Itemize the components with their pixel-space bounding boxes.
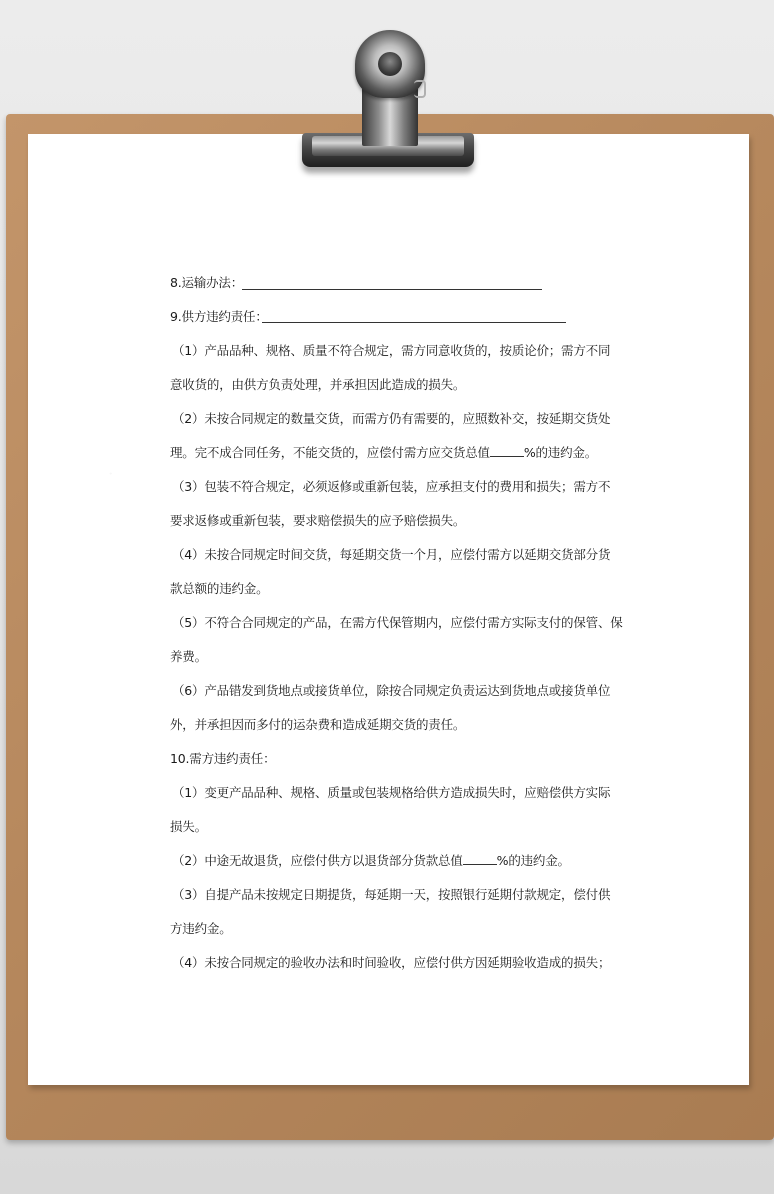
text-line: 理。完不成合同任务，不能交货的，应偿付需方应交货总值 %的违约金。 xyxy=(170,445,597,460)
text-line: （4）未按合同规定的验收办法和时间验收，应偿付供方因延期验收造成的损失； xyxy=(172,955,611,970)
text-line: 养费。 xyxy=(170,649,207,664)
text-line: 要求返修或重新包装，要求赔偿损失的应予赔偿损失。 xyxy=(170,513,466,528)
contract-text xyxy=(170,268,623,982)
section-8-line xyxy=(170,268,602,302)
percentage-blank xyxy=(463,851,497,865)
text-line: （1）变更产品品种、规格、质量或包装规格给供方造成损失时，应赔偿供方实际 xyxy=(172,785,611,800)
section-8-fill-line xyxy=(242,289,542,290)
text-line: 款总额的违约金。 xyxy=(170,581,269,596)
clip-wire xyxy=(414,80,426,98)
text-line: （1）产品品种、规格、质量不符合规定，需方同意收货的，按质论价；需方不同 xyxy=(172,343,611,358)
text-line: （2）中途无故退货，应偿付供方以退货部分货款总值 %的违约金。 xyxy=(172,853,570,868)
section-9-label: 9.供方违约责任： xyxy=(170,309,268,324)
section-10-line xyxy=(170,744,602,778)
text-line: 意收货的，由供方负责处理，并承担因此造成的损失。 xyxy=(170,377,466,392)
text-line: （3）自提产品未按规定日期提货，每延期一天，按照银行延期付款规定，偿付供 xyxy=(172,887,611,902)
section-9-line xyxy=(170,302,602,336)
text-line: （6）产品错发到货地点或接货单位，除按合同规定负责运达到货地点或接货单位 xyxy=(172,683,611,698)
section-8-label: 8.运输办法： xyxy=(170,275,244,290)
clip-hole xyxy=(378,52,402,76)
text-line: （2）未按合同规定的数量交货，而需方仍有需要的，应照数补交，按延期交货处 xyxy=(172,411,611,426)
text-line: （4）未按合同规定时间交货，每延期交货一个月，应偿付需方以延期交货部分货 xyxy=(172,547,611,562)
text-line: （3）包装不符合规定，必须返修或重新包装，应承担支付的费用和损失；需方不 xyxy=(172,479,611,494)
text-line: 外，并承担因而多付的运杂费和造成延期交货的责任。 xyxy=(170,717,466,732)
percentage-blank xyxy=(490,443,524,457)
section-10-label: 10.需方违约责任： xyxy=(170,751,276,766)
watermark: · xyxy=(103,464,119,483)
text-line: （5）不符合合同规定的产品，在需方代保管期内，应偿付需方实际支付的保管、保 xyxy=(172,615,623,630)
section-9-fill-line xyxy=(262,322,566,323)
text-line: 方违约金。 xyxy=(170,921,232,936)
text-line: 损失。 xyxy=(170,819,207,834)
